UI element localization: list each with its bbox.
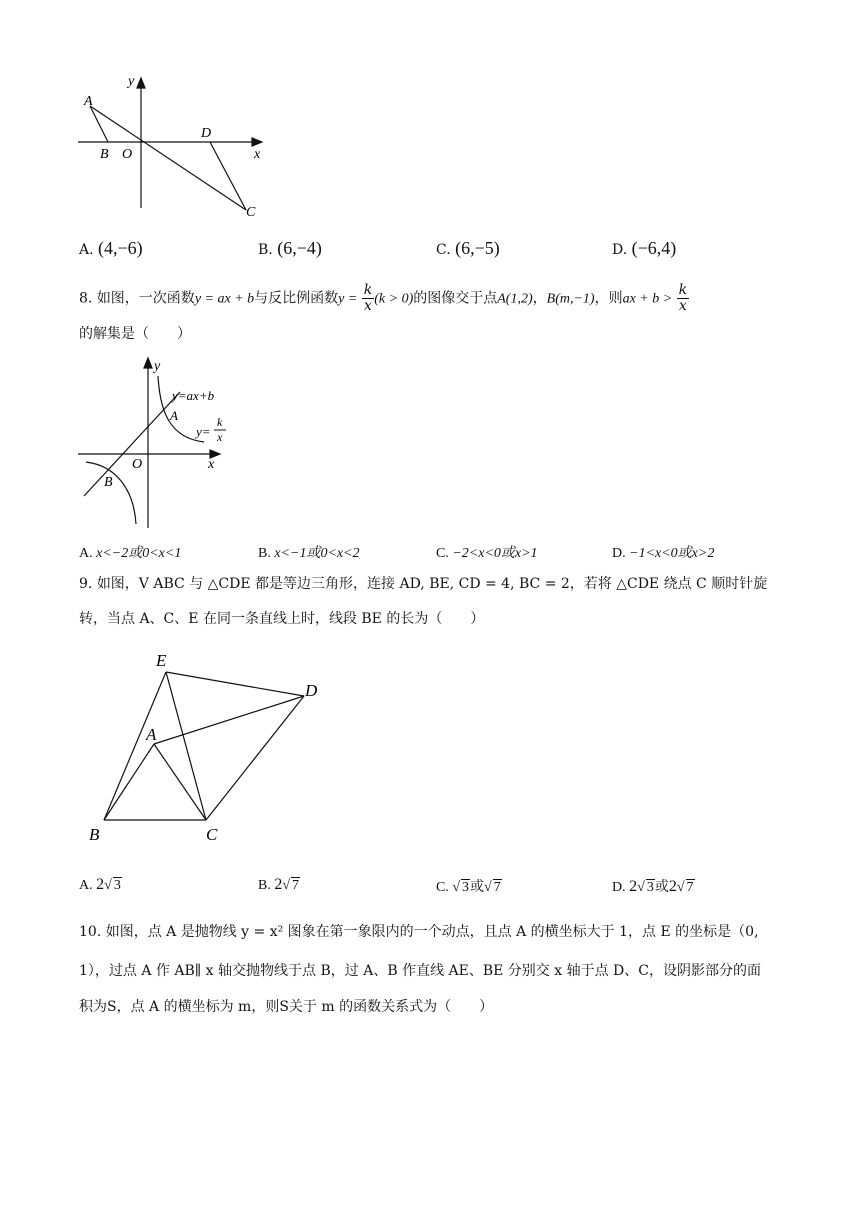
option-letter: B. xyxy=(258,878,271,893)
option-letter: D. xyxy=(612,546,626,561)
option-letter: A. xyxy=(79,242,94,258)
q8-fraction xyxy=(362,283,374,314)
q7-option-b[interactable] xyxy=(258,238,322,259)
q9-label-e: E xyxy=(156,651,167,670)
option-radicand: 7 xyxy=(292,878,300,893)
option-radicand: 3 xyxy=(113,878,121,893)
q8-label-x: x xyxy=(208,457,215,472)
q8-label-curve-num: k xyxy=(217,415,223,429)
q7-label-y: y xyxy=(128,74,135,89)
option-letter: A. xyxy=(79,878,93,893)
q9-segment-ec xyxy=(166,672,206,820)
q7-label-x: x xyxy=(254,147,261,162)
q7-label-o: O xyxy=(122,147,133,162)
q8-line-graph xyxy=(84,392,180,496)
q8-text-4: ，则 xyxy=(594,290,623,307)
option-or: 或 xyxy=(470,880,485,895)
q9-segment-eb xyxy=(104,672,166,820)
q9-stem-line2: 转，当点 A、C、E 在同一条直线上时，线段 BE 的长为（ ） xyxy=(79,611,485,627)
q10-stem-line3: 积为S，点 A 的横坐标为 m，则S关于 m 的函数关系式为（ ） xyxy=(79,999,494,1015)
q10-stem-line2: 1），过点 A 作 AB∥ x 轴交抛物线于点 B，过 A、B 作直线 AE、BE 分别交 x 轴于点 D、C，设阴影部分的面 xyxy=(79,963,761,979)
frac-numerator: k xyxy=(363,282,373,298)
q7-segment-ac xyxy=(90,106,246,210)
q7-graph xyxy=(70,68,280,220)
q9-option-c[interactable]: C. √ 3或√ 7 xyxy=(436,880,501,895)
q8-text-3: 的图像交于点 xyxy=(413,290,498,307)
option-value: (6,−5) xyxy=(455,238,500,258)
option-letter: D. xyxy=(612,880,626,895)
q8-text-2: 与反比例函数 xyxy=(254,290,339,307)
q9-option-d[interactable]: D. 2√ 3或2√ 7 xyxy=(612,878,694,895)
q8-option-d[interactable] xyxy=(612,542,714,562)
q9-label-c: C xyxy=(206,825,218,844)
q8-stem-line1 xyxy=(79,283,689,315)
q8-y-axis-arrow xyxy=(144,358,152,368)
q9-number: 9. xyxy=(79,576,93,592)
q7-label-b: B xyxy=(100,147,109,162)
q9-text: 如图，V ABC 与 △CDE 都是等边三角形，连接 AD, BE, CD = 4, BC = 2，若将 △CDE 绕点 C 顺时针旋 xyxy=(96,576,768,592)
q8-condition: (k > 0) xyxy=(374,291,414,307)
option-value: (6,−4) xyxy=(277,238,322,258)
q8-point-a: A(1,2) xyxy=(497,291,533,307)
option-letter: A. xyxy=(79,546,93,561)
option-letter: C. xyxy=(436,546,449,561)
q9-label-b: B xyxy=(89,825,100,844)
q8-label-curve: y= xyxy=(196,424,211,439)
q7-option-c[interactable] xyxy=(436,238,500,259)
option-radicand-1: 3 xyxy=(462,880,470,895)
q10-stem-line1: 10. 如图，点 A 是抛物线 y = x² 图象在第一象限内的一个动点，且点 A 的横坐标大于 1，点 E 的坐标是（0, xyxy=(79,924,759,940)
q7-segment-dc xyxy=(210,142,246,210)
frac-denominator: x xyxy=(364,298,372,314)
q8-linear-fn: y = ax + b xyxy=(194,291,255,307)
q9-segment-ac xyxy=(154,744,206,820)
option-radicand-1: 3 xyxy=(646,880,654,895)
q7-x-axis-arrow xyxy=(252,138,262,146)
option-letter: C. xyxy=(436,880,449,895)
q8-option-c[interactable] xyxy=(436,542,538,562)
frac-numerator: k xyxy=(678,282,688,298)
q9-segment-ed xyxy=(166,672,304,696)
option-coef: 2 xyxy=(274,876,283,893)
q8-inequality: ax + b > xyxy=(622,291,673,307)
q9-segment-dc xyxy=(206,696,304,820)
q8-inverse-lhs: y = xyxy=(338,291,358,307)
q8-option-a[interactable] xyxy=(79,542,181,562)
q9-label-d: D xyxy=(305,681,318,700)
q9-stem-line1 xyxy=(79,574,767,594)
option-value: x<−2或0<x<1 xyxy=(96,546,182,561)
q8-label-y: y xyxy=(154,359,161,374)
q7-label-d: D xyxy=(201,126,212,141)
option-value: −2<x<0或x>1 xyxy=(452,546,538,561)
option-value: x<−1或0<x<2 xyxy=(274,546,360,561)
q8-stem-line2: 的解集是（ ） xyxy=(79,326,191,342)
q9-figure xyxy=(84,648,334,848)
q9-segment-ad xyxy=(154,696,304,744)
q8-number: 8. xyxy=(79,290,93,307)
frac-denominator: x xyxy=(678,298,687,314)
option-value: −1<x<0或x>2 xyxy=(629,546,715,561)
q8-label-line: y=ax+b xyxy=(172,388,215,403)
option-or: 或 xyxy=(654,880,669,895)
q7-option-d[interactable] xyxy=(612,238,676,259)
q9-label-a: A xyxy=(146,725,157,744)
q9-option-b[interactable]: B. 2√ 7 xyxy=(258,876,300,893)
q8-fraction-2 xyxy=(677,283,689,314)
option-coef-1: 2 xyxy=(629,878,638,895)
option-letter: B. xyxy=(258,242,273,258)
option-value: (−6,4) xyxy=(631,238,677,258)
option-radicand-2: 7 xyxy=(686,880,694,895)
q8-option-b[interactable] xyxy=(258,542,360,562)
q8-label-b: B xyxy=(104,475,113,490)
q8-label-curve-den: x xyxy=(217,430,223,444)
option-value: (4,−6) xyxy=(98,238,143,258)
q8-label-a: A xyxy=(170,408,178,423)
option-letter: D. xyxy=(612,242,628,258)
q9-option-a[interactable]: A. 2√ 3 xyxy=(79,876,121,893)
option-letter: B. xyxy=(258,546,271,561)
option-letter: C. xyxy=(436,242,451,258)
q8-label-o: O xyxy=(132,457,143,472)
option-coef: 2 xyxy=(96,876,105,893)
q7-y-axis-arrow xyxy=(137,78,145,88)
q8-sep: ， xyxy=(532,290,547,307)
q7-label-c: C xyxy=(246,205,256,220)
option-coef-2: 2 xyxy=(668,878,677,895)
q8-text-1: 如图，一次函数 xyxy=(96,290,195,307)
q9-segment-ab xyxy=(104,744,154,820)
q7-label-a: A xyxy=(84,94,93,109)
q7-option-a[interactable] xyxy=(79,238,143,259)
q8-point-b: B(m,−1) xyxy=(546,291,595,307)
q8-hyperbola-branch-2 xyxy=(86,462,136,524)
option-radicand-2: 7 xyxy=(493,880,501,895)
q8-graph xyxy=(74,352,234,530)
